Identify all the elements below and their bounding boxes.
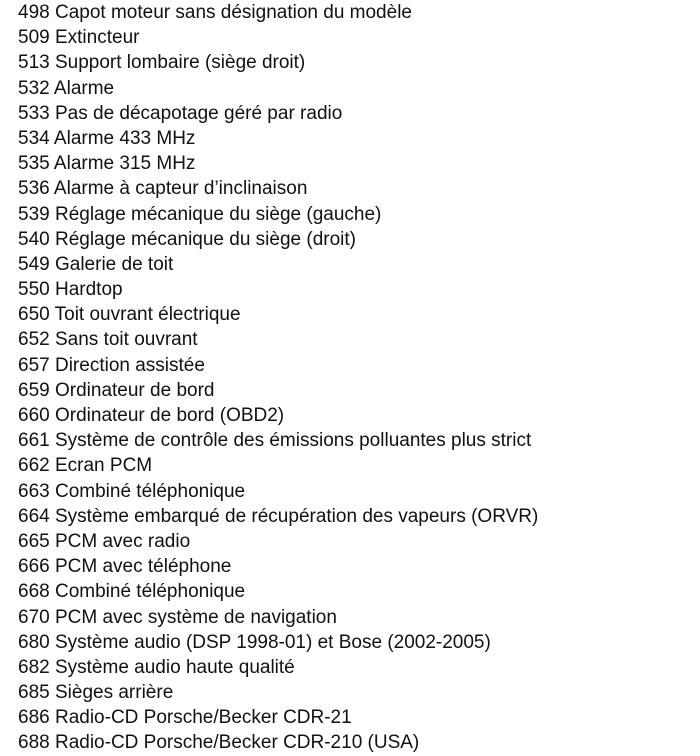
option-code-item: 662 Ecran PCM — [18, 455, 153, 477]
option-code-item: 657 Direction assistée — [18, 354, 205, 376]
option-code-item: 661 Système de contrôle des émissions polluantes plus strict — [18, 430, 532, 452]
option-code-item: 663 Combiné téléphonique — [18, 480, 246, 502]
option-code-item: 534 Alarme 433 MHz — [18, 127, 196, 149]
option-code-item: 513 Support lombaire (siège droit) — [18, 52, 306, 74]
option-code-list — [18, 0, 538, 756]
option-code-item: 686 Radio-CD Porsche/Becker CDR-21 — [18, 707, 352, 729]
option-code-item: 664 Système embarqué de récupération des vapeurs (ORVR) — [18, 505, 539, 527]
option-code-item: 668 Combiné téléphonique — [18, 581, 246, 603]
option-code-item: 659 Ordinateur de bord — [18, 379, 215, 401]
option-code-item: 685 Sièges arrière — [18, 682, 174, 704]
option-code-item: 670 PCM avec système de navigation — [18, 606, 337, 628]
option-code-item: 539 Réglage mécanique du siège (gauche) — [18, 203, 382, 225]
option-code-item: 549 Galerie de toit — [18, 253, 174, 275]
option-code-item: 660 Ordinateur de bord (OBD2) — [18, 405, 285, 426]
option-code-item: 533 Pas de décapotage géré par radio — [18, 102, 343, 124]
option-code-item: 498 Capot moteur sans désignation du modèle — [18, 2, 412, 23]
option-code-item: 550 Hardtop — [18, 279, 123, 301]
option-code-item: 688 Radio-CD Porsche/Becker CDR-210 (USA) — [18, 732, 420, 754]
option-code-item: 536 Alarme à capteur d’inclinaison — [18, 178, 308, 200]
option-code-item: 535 Alarme 315 MHz — [18, 153, 196, 175]
option-code-item: 680 Système audio (DSP 1998-01) et Bose (2002-2005) — [18, 631, 491, 653]
option-code-item: 665 PCM avec radio — [18, 530, 191, 552]
option-code-item: 532 Alarme — [18, 77, 115, 99]
option-code-item: 666 PCM avec téléphone — [18, 556, 232, 578]
option-code-item: 682 Système audio haute qualité — [18, 656, 295, 678]
option-code-item: 650 Toit ouvrant électrique — [18, 304, 241, 326]
option-code-item: 540 Réglage mécanique du siège (droit) — [18, 228, 356, 250]
option-code-item: 509 Extincteur — [18, 27, 140, 49]
option-code-item: 652 Sans toit ouvrant — [18, 329, 198, 351]
